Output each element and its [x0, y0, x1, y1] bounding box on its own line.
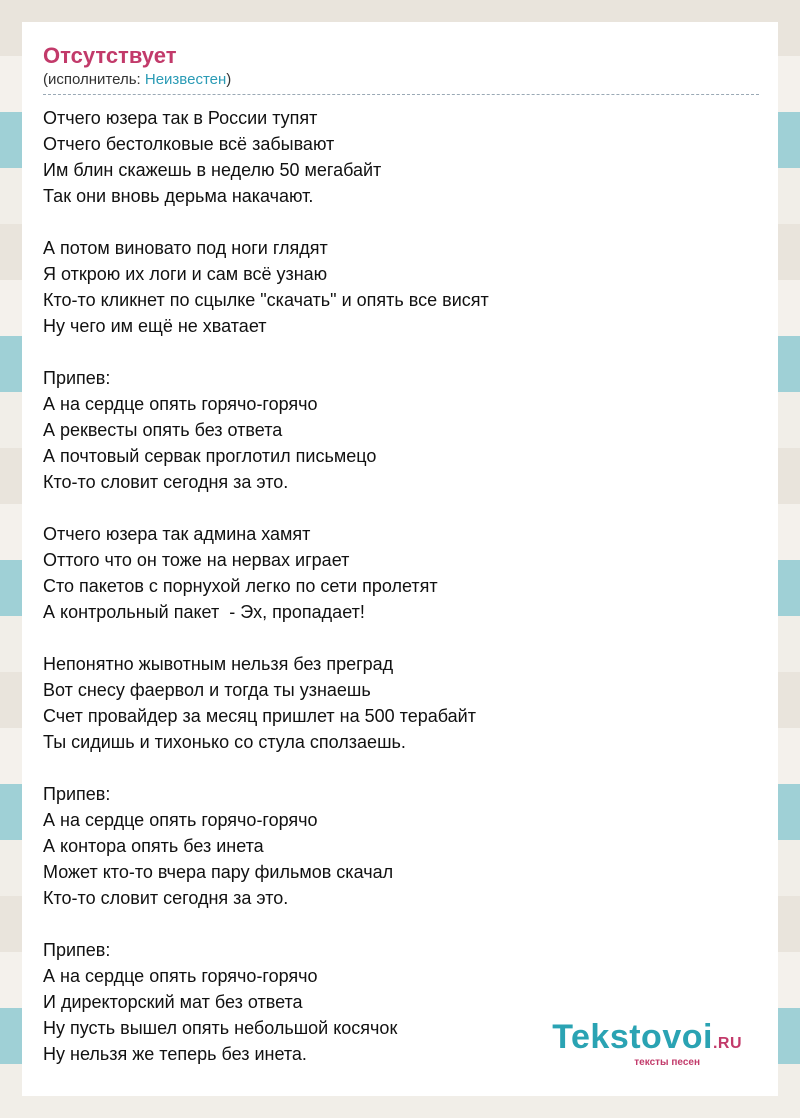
lyric-line: Отчего юзера так админа хамят — [43, 524, 311, 544]
lyric-line: Может кто-то вчера пару фильмов скачал — [43, 862, 394, 882]
lyric-line: Сто пакетов с порнухой легко по сети пролетят — [43, 576, 438, 596]
lyric-line: А почтовый сервак проглотил письмецо — [43, 446, 377, 466]
song-title: Отсутствует — [43, 43, 177, 68]
artist-link[interactable]: Неизвестен — [144, 71, 227, 88]
lyric-line: Отчего юзера так в России тупят — [43, 108, 318, 128]
lyric-line: Так они вновь дерьма накачают. — [43, 186, 314, 206]
lyric-line: А реквесты опять без ответа — [43, 420, 283, 440]
lyric-line: Вот снесу фаервол и тогда ты узнаешь — [43, 680, 371, 700]
lyric-line: Ты сидишь и тихонько со стула сползаешь. — [43, 732, 406, 752]
lyric-line: Припев: — [43, 368, 111, 388]
lyric-line: Припев: — [43, 784, 111, 804]
lyric-line: А потом виновато под ноги глядят — [43, 238, 328, 258]
site-logo[interactable] — [552, 1019, 742, 1068]
lyric-line: Припев: — [43, 940, 111, 960]
lyric-line: Ну чего им ещё не хватает — [43, 316, 267, 336]
logo-text: Tekstovoi — [552, 1018, 713, 1056]
lyric-line: Я открою их логи и сам всё узнаю — [43, 264, 328, 284]
lyric-line: А на сердце опять горячо-горячо — [43, 810, 318, 830]
lyric-line: А контора опять без инета — [43, 836, 264, 856]
logo-tagline: тексты песен — [634, 1057, 700, 1068]
lyric-line: Счет провайдер за месяц пришлет на 500 терабайт — [43, 706, 476, 726]
lyric-line: Ну нельзя же теперь без инета. — [43, 1044, 307, 1064]
stanza-gap — [43, 209, 758, 235]
logo-tld: .RU — [712, 1035, 742, 1052]
lyric-line: Им блин скажешь в неделю 50 мегабайт — [43, 160, 382, 180]
stanza-gap — [43, 911, 758, 937]
stanza-gap — [43, 755, 758, 781]
lyrics-page — [22, 22, 778, 1096]
lyric-line: И директорский мат без ответа — [43, 992, 303, 1012]
lyric-line: Отчего бестолковые всё забывают — [43, 134, 335, 154]
artist-prefix: (исполнитель: — [43, 71, 145, 88]
lyric-line: Кто-то словит сегодня за это. — [43, 472, 289, 492]
lyric-line: А контрольный пакет - Эх, пропадает! — [43, 602, 365, 622]
lyric-line: А на сердце опять горячо-горячо — [43, 394, 318, 414]
artist-line — [43, 70, 759, 95]
lyric-line: Кто-то словит сегодня за это. — [43, 888, 289, 908]
artist-suffix: ) — [226, 71, 232, 88]
stanza-gap — [43, 625, 758, 651]
stanza-gap — [43, 495, 758, 521]
stanza-gap — [43, 339, 758, 365]
lyric-line: Кто-то кликнет по сцылке "скачать" и опять все висят — [43, 290, 489, 310]
lyric-line: Ну пусть вышел опять небольшой косячок — [43, 1018, 398, 1038]
lyric-line: Непонятно жывотным нельзя без преград — [43, 654, 394, 674]
lyric-line: Оттого что он тоже на нервах играет — [43, 550, 350, 570]
lyrics-body — [43, 105, 758, 1067]
lyric-line: А на сердце опять горячо-горячо — [43, 966, 318, 986]
